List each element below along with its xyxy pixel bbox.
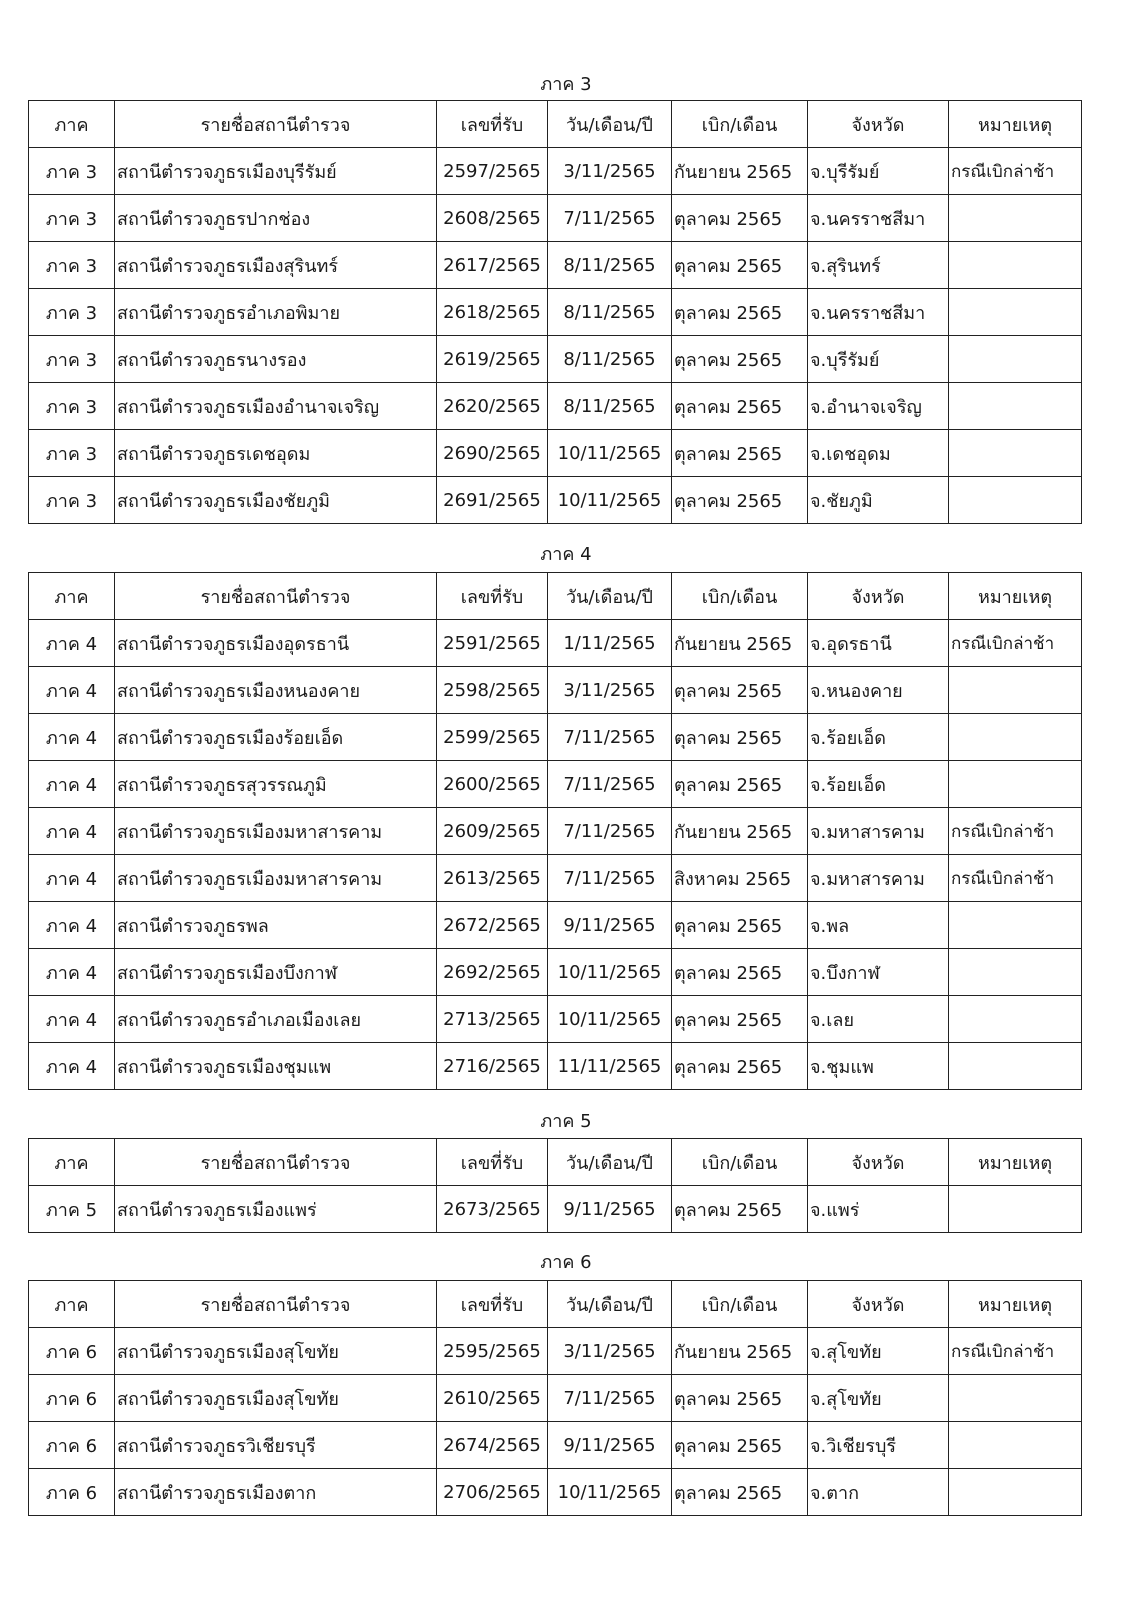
remark-cell: กรณีเบิกล่าช้า bbox=[949, 620, 1082, 667]
receipt-number-cell: 2610/2565 bbox=[437, 1375, 548, 1422]
claim-month-cell: กันยายน 2565 bbox=[672, 1328, 808, 1375]
receipt-number-cell: 2673/2565 bbox=[437, 1186, 548, 1233]
receipt-number-cell: 2706/2565 bbox=[437, 1469, 548, 1516]
date-cell: 3/11/2565 bbox=[548, 667, 672, 714]
region-cell: ภาค 5 bbox=[29, 1186, 115, 1233]
station-name-cell: สถานีตำรวจภูธรเมืองมหาสารคาม bbox=[115, 808, 437, 855]
station-name-cell: สถานีตำรวจภูธรเมืองตาก bbox=[115, 1469, 437, 1516]
province-cell: จ.สุโขทัย bbox=[808, 1328, 949, 1375]
header-province: จังหวัด bbox=[808, 101, 949, 148]
header-claim-month: เบิก/เดือน bbox=[672, 101, 808, 148]
header-region: ภาค bbox=[29, 1281, 115, 1328]
station-name-cell: สถานีตำรวจภูธรเมืองสุรินทร์ bbox=[115, 242, 437, 289]
date-cell: 9/11/2565 bbox=[548, 1186, 672, 1233]
station-name-cell: สถานีตำรวจภูธรวิเชียรบุรี bbox=[115, 1422, 437, 1469]
remark-cell bbox=[949, 996, 1082, 1043]
receipt-number-cell: 2595/2565 bbox=[437, 1328, 548, 1375]
claim-month-cell: ตุลาคม 2565 bbox=[672, 1422, 808, 1469]
province-cell: จ.สุรินทร์ bbox=[808, 242, 949, 289]
station-name-cell: สถานีตำรวจภูธรเมืองอำนาจเจริญ bbox=[115, 383, 437, 430]
table-row bbox=[29, 336, 1082, 383]
province-cell: จ.นครราชสีมา bbox=[808, 195, 949, 242]
table-header-row bbox=[29, 1281, 1082, 1328]
station-name-cell: สถานีตำรวจภูธรเดชอุดม bbox=[115, 430, 437, 477]
table-header-row bbox=[29, 573, 1082, 620]
remark-cell: กรณีเบิกล่าช้า bbox=[949, 148, 1082, 195]
claim-month-cell: ตุลาคม 2565 bbox=[672, 430, 808, 477]
station-name-cell: สถานีตำรวจภูธรเมืองแพร่ bbox=[115, 1186, 437, 1233]
header-region: ภาค bbox=[29, 1139, 115, 1186]
receipt-number-cell: 2690/2565 bbox=[437, 430, 548, 477]
region-cell: ภาค 4 bbox=[29, 1043, 115, 1090]
claim-month-cell: ตุลาคม 2565 bbox=[672, 289, 808, 336]
table-row bbox=[29, 1469, 1082, 1516]
header-province: จังหวัด bbox=[808, 1281, 949, 1328]
table-row bbox=[29, 1375, 1082, 1422]
header-date: วัน/เดือน/ปี bbox=[548, 1281, 672, 1328]
province-cell: จ.บึงกาฬ bbox=[808, 949, 949, 996]
table-row bbox=[29, 430, 1082, 477]
claim-month-cell: กันยายน 2565 bbox=[672, 148, 808, 195]
receipt-number-cell: 2599/2565 bbox=[437, 714, 548, 761]
receipt-number-cell: 2613/2565 bbox=[437, 855, 548, 902]
table-header-row bbox=[29, 1139, 1082, 1186]
receipt-number-cell: 2674/2565 bbox=[437, 1422, 548, 1469]
claim-month-cell: ตุลาคม 2565 bbox=[672, 667, 808, 714]
date-cell: 7/11/2565 bbox=[548, 1375, 672, 1422]
remark-cell bbox=[949, 902, 1082, 949]
station-name-cell: สถานีตำรวจภูธรเมืองชุมแพ bbox=[115, 1043, 437, 1090]
table-row bbox=[29, 477, 1082, 524]
province-cell: จ.ร้อยเอ็ด bbox=[808, 714, 949, 761]
table-row bbox=[29, 996, 1082, 1043]
remark-cell bbox=[949, 195, 1082, 242]
region-cell: ภาค 4 bbox=[29, 761, 115, 808]
date-cell: 10/11/2565 bbox=[548, 1469, 672, 1516]
region-cell: ภาค 4 bbox=[29, 902, 115, 949]
table-region-5 bbox=[28, 1138, 1082, 1233]
remark-cell bbox=[949, 383, 1082, 430]
region-cell: ภาค 4 bbox=[29, 855, 115, 902]
date-cell: 8/11/2565 bbox=[548, 383, 672, 430]
station-name-cell: สถานีตำรวจภูธรเมืองบุรีรัมย์ bbox=[115, 148, 437, 195]
claim-month-cell: ตุลาคม 2565 bbox=[672, 1186, 808, 1233]
date-cell: 7/11/2565 bbox=[548, 714, 672, 761]
date-cell: 7/11/2565 bbox=[548, 808, 672, 855]
receipt-number-cell: 2591/2565 bbox=[437, 620, 548, 667]
province-cell: จ.พล bbox=[808, 902, 949, 949]
table-row bbox=[29, 289, 1082, 336]
station-name-cell: สถานีตำรวจภูธรเมืองสุโขทัย bbox=[115, 1375, 437, 1422]
remark-cell bbox=[949, 1422, 1082, 1469]
province-cell: จ.บุรีรัมย์ bbox=[808, 148, 949, 195]
remark-cell: กรณีเบิกล่าช้า bbox=[949, 1328, 1082, 1375]
header-claim-month: เบิก/เดือน bbox=[672, 1139, 808, 1186]
receipt-number-cell: 2619/2565 bbox=[437, 336, 548, 383]
receipt-number-cell: 2691/2565 bbox=[437, 477, 548, 524]
province-cell: จ.บุรีรัมย์ bbox=[808, 336, 949, 383]
region-cell: ภาค 4 bbox=[29, 620, 115, 667]
header-region: ภาค bbox=[29, 573, 115, 620]
province-cell: จ.ชัยภูมิ bbox=[808, 477, 949, 524]
station-name-cell: สถานีตำรวจภูธรปากช่อง bbox=[115, 195, 437, 242]
receipt-number-cell: 2609/2565 bbox=[437, 808, 548, 855]
region-cell: ภาค 3 bbox=[29, 242, 115, 289]
date-cell: 10/11/2565 bbox=[548, 996, 672, 1043]
table-row bbox=[29, 383, 1082, 430]
region-cell: ภาค 6 bbox=[29, 1328, 115, 1375]
date-cell: 10/11/2565 bbox=[548, 430, 672, 477]
table-row bbox=[29, 242, 1082, 289]
region-cell: ภาค 3 bbox=[29, 477, 115, 524]
station-name-cell: สถานีตำรวจภูธรเมืองมหาสารคาม bbox=[115, 855, 437, 902]
table-row bbox=[29, 949, 1082, 996]
region-cell: ภาค 4 bbox=[29, 714, 115, 761]
date-cell: 3/11/2565 bbox=[548, 148, 672, 195]
header-region: ภาค bbox=[29, 101, 115, 148]
province-cell: จ.เดชอุดม bbox=[808, 430, 949, 477]
remark-cell bbox=[949, 667, 1082, 714]
header-date: วัน/เดือน/ปี bbox=[548, 573, 672, 620]
table-row bbox=[29, 1186, 1082, 1233]
province-cell: จ.วิเชียรบุรี bbox=[808, 1422, 949, 1469]
date-cell: 7/11/2565 bbox=[548, 855, 672, 902]
receipt-number-cell: 2692/2565 bbox=[437, 949, 548, 996]
date-cell: 8/11/2565 bbox=[548, 336, 672, 383]
receipt-number-cell: 2600/2565 bbox=[437, 761, 548, 808]
province-cell: จ.ตาก bbox=[808, 1469, 949, 1516]
station-name-cell: สถานีตำรวจภูธรเมืองร้อยเอ็ด bbox=[115, 714, 437, 761]
section-title-region-3: ภาค 3 bbox=[540, 74, 592, 95]
region-cell: ภาค 4 bbox=[29, 996, 115, 1043]
header-claim-month: เบิก/เดือน bbox=[672, 1281, 808, 1328]
province-cell: จ.นครราชสีมา bbox=[808, 289, 949, 336]
remark-cell bbox=[949, 1469, 1082, 1516]
date-cell: 7/11/2565 bbox=[548, 195, 672, 242]
claim-month-cell: ตุลาคม 2565 bbox=[672, 195, 808, 242]
date-cell: 11/11/2565 bbox=[548, 1043, 672, 1090]
region-cell: ภาค 6 bbox=[29, 1469, 115, 1516]
region-cell: ภาค 4 bbox=[29, 667, 115, 714]
remark-cell: กรณีเบิกล่าช้า bbox=[949, 855, 1082, 902]
header-receipt-number: เลขที่รับ bbox=[437, 1281, 548, 1328]
station-name-cell: สถานีตำรวจภูธรพล bbox=[115, 902, 437, 949]
header-station-name: รายชื่อสถานีตำรวจ bbox=[115, 573, 437, 620]
receipt-number-cell: 2598/2565 bbox=[437, 667, 548, 714]
station-name-cell: สถานีตำรวจภูธรเมืองบึงกาฬ bbox=[115, 949, 437, 996]
claim-month-cell: ตุลาคม 2565 bbox=[672, 477, 808, 524]
receipt-number-cell: 2597/2565 bbox=[437, 148, 548, 195]
receipt-number-cell: 2716/2565 bbox=[437, 1043, 548, 1090]
table-row bbox=[29, 1328, 1082, 1375]
station-name-cell: สถานีตำรวจภูธรอำเภอพิมาย bbox=[115, 289, 437, 336]
region-cell: ภาค 3 bbox=[29, 430, 115, 477]
date-cell: 1/11/2565 bbox=[548, 620, 672, 667]
header-date: วัน/เดือน/ปี bbox=[548, 101, 672, 148]
claim-month-cell: ตุลาคม 2565 bbox=[672, 242, 808, 289]
receipt-number-cell: 2713/2565 bbox=[437, 996, 548, 1043]
region-cell: ภาค 3 bbox=[29, 289, 115, 336]
header-remark: หมายเหตุ bbox=[949, 1281, 1082, 1328]
region-cell: ภาค 3 bbox=[29, 383, 115, 430]
table-region-4 bbox=[28, 572, 1082, 1090]
remark-cell bbox=[949, 1186, 1082, 1233]
header-remark: หมายเหตุ bbox=[949, 573, 1082, 620]
region-cell: ภาค 3 bbox=[29, 195, 115, 242]
remark-cell bbox=[949, 289, 1082, 336]
table-row bbox=[29, 714, 1082, 761]
region-cell: ภาค 6 bbox=[29, 1422, 115, 1469]
header-claim-month: เบิก/เดือน bbox=[672, 573, 808, 620]
claim-month-cell: ตุลาคม 2565 bbox=[672, 1375, 808, 1422]
receipt-number-cell: 2620/2565 bbox=[437, 383, 548, 430]
region-cell: ภาค 3 bbox=[29, 148, 115, 195]
region-cell: ภาค 6 bbox=[29, 1375, 115, 1422]
region-cell: ภาค 4 bbox=[29, 949, 115, 996]
region-cell: ภาค 3 bbox=[29, 336, 115, 383]
remark-cell bbox=[949, 1043, 1082, 1090]
claim-month-cell: ตุลาคม 2565 bbox=[672, 1043, 808, 1090]
station-name-cell: สถานีตำรวจภูธรนางรอง bbox=[115, 336, 437, 383]
province-cell: จ.สุโขทัย bbox=[808, 1375, 949, 1422]
claim-month-cell: ตุลาคม 2565 bbox=[672, 949, 808, 996]
remark-cell bbox=[949, 714, 1082, 761]
table-region-6 bbox=[28, 1280, 1082, 1516]
header-receipt-number: เลขที่รับ bbox=[437, 573, 548, 620]
table-row bbox=[29, 667, 1082, 714]
station-name-cell: สถานีตำรวจภูธรอำเภอเมืองเลย bbox=[115, 996, 437, 1043]
claim-month-cell: ตุลาคม 2565 bbox=[672, 1469, 808, 1516]
claim-month-cell: ตุลาคม 2565 bbox=[672, 902, 808, 949]
header-station-name: รายชื่อสถานีตำรวจ bbox=[115, 101, 437, 148]
remark-cell bbox=[949, 477, 1082, 524]
table-row bbox=[29, 1422, 1082, 1469]
header-station-name: รายชื่อสถานีตำรวจ bbox=[115, 1281, 437, 1328]
claim-month-cell: ตุลาคม 2565 bbox=[672, 336, 808, 383]
section-title-region-6: ภาค 6 bbox=[540, 1252, 592, 1273]
header-receipt-number: เลขที่รับ bbox=[437, 1139, 548, 1186]
date-cell: 10/11/2565 bbox=[548, 949, 672, 996]
province-cell: จ.อำนาจเจริญ bbox=[808, 383, 949, 430]
section-title-region-5: ภาค 5 bbox=[540, 1111, 592, 1132]
remark-cell bbox=[949, 761, 1082, 808]
table-row bbox=[29, 808, 1082, 855]
table-row bbox=[29, 855, 1082, 902]
province-cell: จ.มหาสารคาม bbox=[808, 855, 949, 902]
table-row bbox=[29, 761, 1082, 808]
header-province: จังหวัด bbox=[808, 1139, 949, 1186]
date-cell: 10/11/2565 bbox=[548, 477, 672, 524]
remark-cell bbox=[949, 242, 1082, 289]
claim-month-cell: กันยายน 2565 bbox=[672, 808, 808, 855]
claim-month-cell: ตุลาคม 2565 bbox=[672, 761, 808, 808]
date-cell: 3/11/2565 bbox=[548, 1328, 672, 1375]
province-cell: จ.อุดรธานี bbox=[808, 620, 949, 667]
station-name-cell: สถานีตำรวจภูธรเมืองอุดรธานี bbox=[115, 620, 437, 667]
station-name-cell: สถานีตำรวจภูธรเมืองสุโขทัย bbox=[115, 1328, 437, 1375]
claim-month-cell: กันยายน 2565 bbox=[672, 620, 808, 667]
receipt-number-cell: 2608/2565 bbox=[437, 195, 548, 242]
claim-month-cell: สิงหาคม 2565 bbox=[672, 855, 808, 902]
date-cell: 7/11/2565 bbox=[548, 761, 672, 808]
header-date: วัน/เดือน/ปี bbox=[548, 1139, 672, 1186]
table-row bbox=[29, 1043, 1082, 1090]
station-name-cell: สถานีตำรวจภูธรสุวรรณภูมิ bbox=[115, 761, 437, 808]
table-header-row bbox=[29, 101, 1082, 148]
province-cell: จ.มหาสารคาม bbox=[808, 808, 949, 855]
header-receipt-number: เลขที่รับ bbox=[437, 101, 548, 148]
table-region-3 bbox=[28, 100, 1082, 524]
date-cell: 9/11/2565 bbox=[548, 1422, 672, 1469]
receipt-number-cell: 2672/2565 bbox=[437, 902, 548, 949]
date-cell: 8/11/2565 bbox=[548, 289, 672, 336]
claim-month-cell: ตุลาคม 2565 bbox=[672, 383, 808, 430]
remark-cell bbox=[949, 336, 1082, 383]
station-name-cell: สถานีตำรวจภูธรเมืองชัยภูมิ bbox=[115, 477, 437, 524]
date-cell: 9/11/2565 bbox=[548, 902, 672, 949]
province-cell: จ.หนองคาย bbox=[808, 667, 949, 714]
receipt-number-cell: 2618/2565 bbox=[437, 289, 548, 336]
section-title-region-4: ภาค 4 bbox=[540, 544, 592, 565]
header-station-name: รายชื่อสถานีตำรวจ bbox=[115, 1139, 437, 1186]
header-remark: หมายเหตุ bbox=[949, 101, 1082, 148]
province-cell: จ.แพร่ bbox=[808, 1186, 949, 1233]
header-province: จังหวัด bbox=[808, 573, 949, 620]
remark-cell bbox=[949, 430, 1082, 477]
region-cell: ภาค 4 bbox=[29, 808, 115, 855]
remark-cell: กรณีเบิกล่าช้า bbox=[949, 808, 1082, 855]
province-cell: จ.ร้อยเอ็ด bbox=[808, 761, 949, 808]
remark-cell bbox=[949, 949, 1082, 996]
table-row bbox=[29, 195, 1082, 242]
station-name-cell: สถานีตำรวจภูธรเมืองหนองคาย bbox=[115, 667, 437, 714]
table-row bbox=[29, 620, 1082, 667]
claim-month-cell: ตุลาคม 2565 bbox=[672, 714, 808, 761]
province-cell: จ.เลย bbox=[808, 996, 949, 1043]
province-cell: จ.ชุมแพ bbox=[808, 1043, 949, 1090]
table-row bbox=[29, 148, 1082, 195]
claim-month-cell: ตุลาคม 2565 bbox=[672, 996, 808, 1043]
table-row bbox=[29, 902, 1082, 949]
remark-cell bbox=[949, 1375, 1082, 1422]
date-cell: 8/11/2565 bbox=[548, 242, 672, 289]
receipt-number-cell: 2617/2565 bbox=[437, 242, 548, 289]
header-remark: หมายเหตุ bbox=[949, 1139, 1082, 1186]
